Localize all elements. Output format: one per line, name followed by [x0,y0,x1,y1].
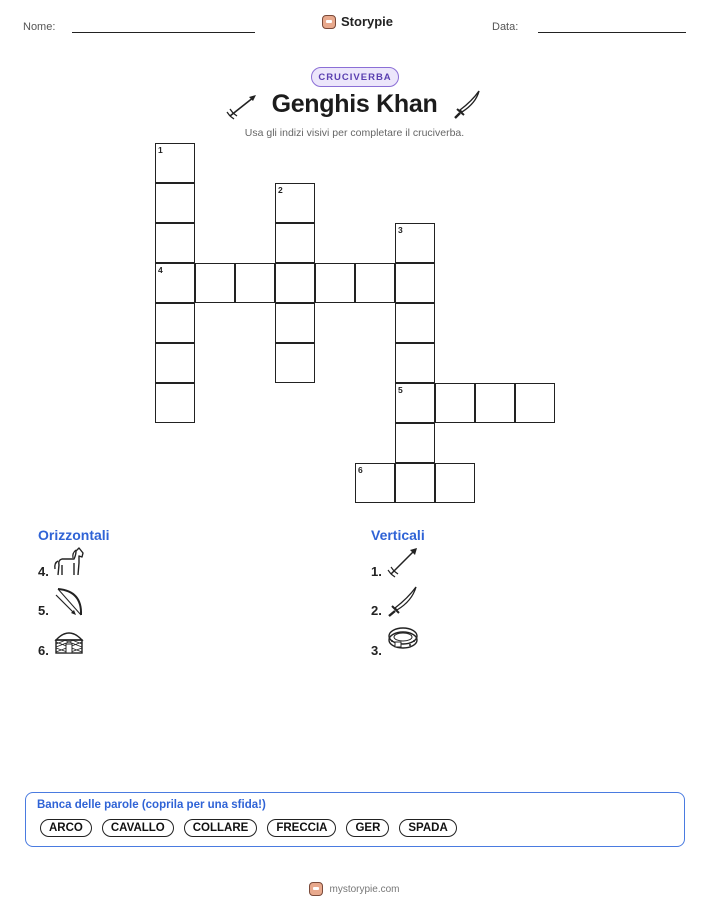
grid-cell[interactable] [155,143,195,183]
clue-number: 2. [371,603,382,618]
arrow-icon [226,92,260,120]
horse-icon [52,545,86,579]
arrow-icon [386,545,420,579]
word-chip: GER [346,819,389,837]
grid-cell[interactable] [235,263,275,303]
clue-number: 6. [38,643,49,658]
across-heading: Orizzontali [38,527,110,543]
category-badge: CRUCIVERBA [311,67,399,87]
storypie-logo-icon [322,15,336,29]
title-text: Genghis Khan [271,90,438,118]
grid-cell[interactable] [515,383,555,423]
grid-cell[interactable] [195,263,235,303]
collar-icon [386,622,420,656]
grid-cell[interactable] [155,183,195,223]
grid-cell[interactable] [275,303,315,343]
word-chip: COLLARE [184,819,258,837]
grid-cell[interactable] [395,383,435,423]
storypie-logo-icon [309,882,323,896]
grid-cell[interactable] [395,423,435,463]
clue-number: 6 [358,465,363,475]
instructions-text: Usa gli indizi visivi per completare il cruciverba. [244,127,465,139]
clue-number: 4 [158,265,163,275]
grid-cell[interactable] [155,303,195,343]
name-line[interactable] [72,32,255,33]
name-label: Nome: [23,21,56,33]
clue-number: 5. [38,603,49,618]
grid-cell[interactable] [275,183,315,223]
clue-number: 5 [398,385,403,395]
grid-cell[interactable] [275,223,315,263]
grid-cell[interactable] [275,263,315,303]
date-label: Data: [492,21,519,33]
sword-icon [386,585,420,619]
clue-number: 1 [158,145,163,155]
grid-cell[interactable] [395,303,435,343]
grid-cell[interactable] [395,223,435,263]
bow-icon [52,585,86,619]
footer-url[interactable]: mystorypie.com [329,883,400,895]
word-chip: FRECCIA [267,819,336,837]
grid-cell[interactable] [155,263,195,303]
word-bank-list [40,819,457,837]
grid-cell[interactable] [355,263,395,303]
grid-cell[interactable] [315,263,355,303]
grid-cell[interactable] [155,223,195,263]
grid-cell[interactable] [355,463,395,503]
down-heading: Verticali [371,527,425,543]
grid-cell[interactable] [395,343,435,383]
logo-text: Storypie [341,14,394,29]
word-bank [25,792,685,847]
yurt-icon [52,624,86,658]
grid-cell[interactable] [275,343,315,383]
sword-icon [452,89,482,121]
grid-cell[interactable] [475,383,515,423]
grid-cell[interactable] [395,463,435,503]
footer [0,882,709,896]
grid-cell[interactable] [435,463,475,503]
clue-number: 3 [398,225,403,235]
date-line[interactable] [538,32,686,33]
word-chip: CAVALLO [102,819,174,837]
grid-cell[interactable] [435,383,475,423]
word-bank-title: Banca delle parole (coprila per una sfida!) [37,799,266,811]
word-chip: ARCO [40,819,92,837]
clue-number: 4. [38,564,49,579]
grid-cell[interactable] [155,343,195,383]
storypie-logo [322,14,393,29]
page-title [0,90,709,119]
word-chip: SPADA [399,819,456,837]
grid-cell[interactable] [395,263,435,303]
grid-cell[interactable] [155,383,195,423]
clue-number: 3. [371,643,382,658]
clue-number: 2 [278,185,283,195]
clue-number: 1. [371,564,382,579]
